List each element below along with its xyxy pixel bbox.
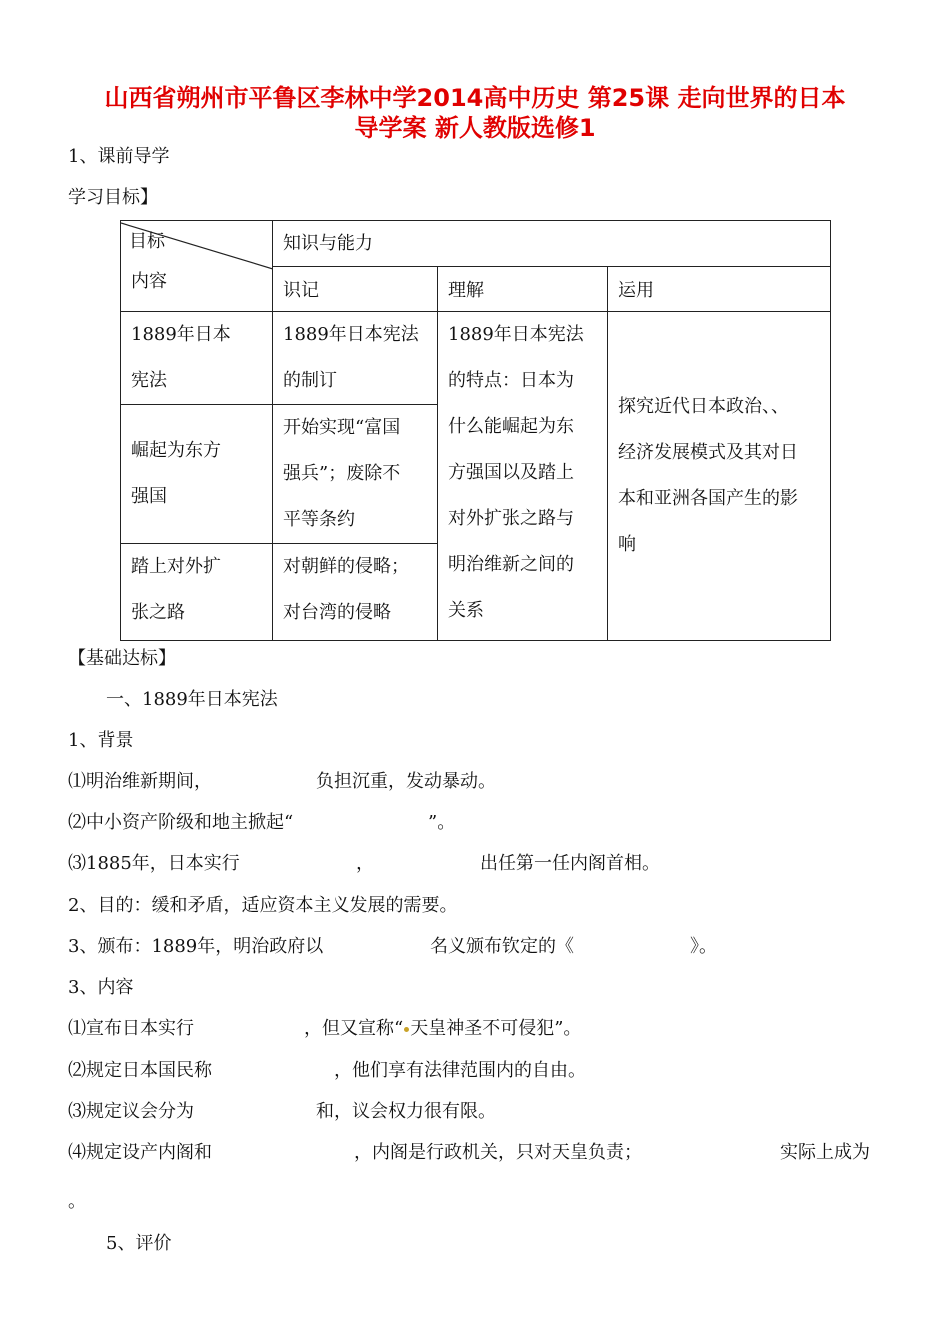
cell-line: 方强国以及踏上 (448, 462, 574, 483)
content-item1-middle: ，但又宣称“ (304, 1018, 404, 1039)
cell-line: 对台湾的侵略 (283, 602, 391, 623)
header-understand: 理解 (438, 267, 608, 312)
cell-line: 探究近代日本政治、、 (618, 396, 789, 417)
row-content-expansion (121, 544, 273, 641)
row-recall-rise (273, 405, 438, 544)
promulgate-end: 》。 (690, 936, 717, 957)
apply-cell (608, 312, 831, 641)
content-item1-quote: 天皇神圣不可侵犯”。 (410, 1018, 582, 1039)
content-item3-end: 和，议会权力很有限。 (316, 1101, 496, 1122)
part1-heading: 一、1889年日本宪法 (106, 689, 278, 710)
content-item1-start: ⑴宣布日本实行 (68, 1018, 194, 1039)
cell-line: 响 (618, 534, 636, 555)
cell-line: 踏上对外扩 (131, 556, 221, 577)
cell-line: 宪法 (131, 370, 167, 391)
basics-label: 【基础达标】 (68, 648, 176, 669)
background-heading: 1、背景 (68, 730, 134, 751)
row-recall-expansion (273, 544, 438, 641)
row-content-rise (121, 405, 273, 544)
content-item4-period: 。 (68, 1191, 86, 1212)
bg-item3-end: 出任第一任内阁首相。 (480, 853, 660, 874)
cell-line: 强兵”；废除不 (283, 463, 401, 484)
content-item4-middle: ，内阁是行政机关，只对天皇负责； (354, 1142, 642, 1163)
content-item1-end (304, 1017, 581, 1041)
section-pre-class-guide: 1、课前导学 (68, 146, 170, 167)
content-item4-end: 实际上成为 (780, 1142, 870, 1163)
dot-mark (404, 1027, 409, 1032)
row-recall-constitution (273, 312, 438, 405)
cell-line: 关系 (448, 600, 484, 621)
cell-line: 1889年日本宪法 (283, 324, 419, 345)
cell-line: 强国 (131, 486, 167, 507)
bg-item2-end: ”。 (428, 812, 456, 833)
document-title-line2: 导学案 新人教版选修1 (354, 114, 596, 142)
bg-item3-start: ⑶1885年，日本实行 (68, 853, 240, 874)
corner-label-target: 目标 (129, 231, 165, 252)
content-heading: 3、内容 (68, 977, 134, 998)
cell-line: 对外扩张之路与 (448, 508, 574, 529)
cell-line: 平等条约 (283, 509, 355, 530)
content-item3-start: ⑶规定议会分为 (68, 1101, 194, 1122)
cell-line: 的特点：日本为 (448, 370, 574, 391)
learning-objectives-label: 学习目标】 (68, 187, 158, 208)
cell-line: 开始实现“富国 (283, 417, 401, 438)
cell-line: 的制订 (283, 370, 337, 391)
cell-line: 对朝鲜的侵略； (283, 556, 409, 577)
document-title-line1: 山西省朔州市平鲁区李林中学2014高中历史 第25课 走向世界的日本 (104, 84, 846, 112)
cell-line: 经济发展模式及其对日 (618, 442, 798, 463)
promulgate-start: 3、颁布：1889年，明治政府以 (68, 936, 324, 957)
understand-cell (438, 312, 608, 641)
bg-item2-start: ⑵中小资产阶级和地主掀起“ (68, 812, 294, 833)
bg-item1-end: 负担沉重，发动暴动。 (316, 771, 496, 792)
corner-label-content: 内容 (131, 271, 167, 292)
objectives-table (120, 220, 831, 641)
evaluation-heading: 5、评价 (106, 1233, 172, 1254)
bg-item1-start: ⑴明治维新期间， (68, 771, 212, 792)
bg-item3-comma: ， (356, 853, 374, 874)
cell-line: 1889年日本宪法 (448, 324, 584, 345)
cell-line: 明治维新之间的 (448, 554, 574, 575)
content-item2-start: ⑵规定日本国民称 (68, 1060, 212, 1081)
row-content-constitution (121, 312, 273, 405)
cell-line: 什么能崛起为东 (448, 416, 574, 437)
header-knowledge-ability: 知识与能力 (273, 221, 831, 267)
content-item4-start: ⑷规定设产内阁和 (68, 1142, 212, 1163)
cell-line: 1889年日本 (131, 324, 231, 345)
table-corner-cell (121, 221, 273, 312)
cell-line: 崛起为东方 (131, 440, 221, 461)
promulgate-middle: 名义颁布钦定的《 (430, 936, 574, 957)
cell-line: 本和亚洲各国产生的影 (618, 488, 798, 509)
header-recall: 识记 (273, 267, 438, 312)
purpose-line: 2、目的：缓和矛盾，适应资本主义发展的需要。 (68, 895, 458, 916)
header-apply: 运用 (608, 267, 831, 312)
content-item2-end: ，他们享有法律范围内的自由。 (334, 1060, 586, 1081)
cell-line: 张之路 (131, 602, 185, 623)
